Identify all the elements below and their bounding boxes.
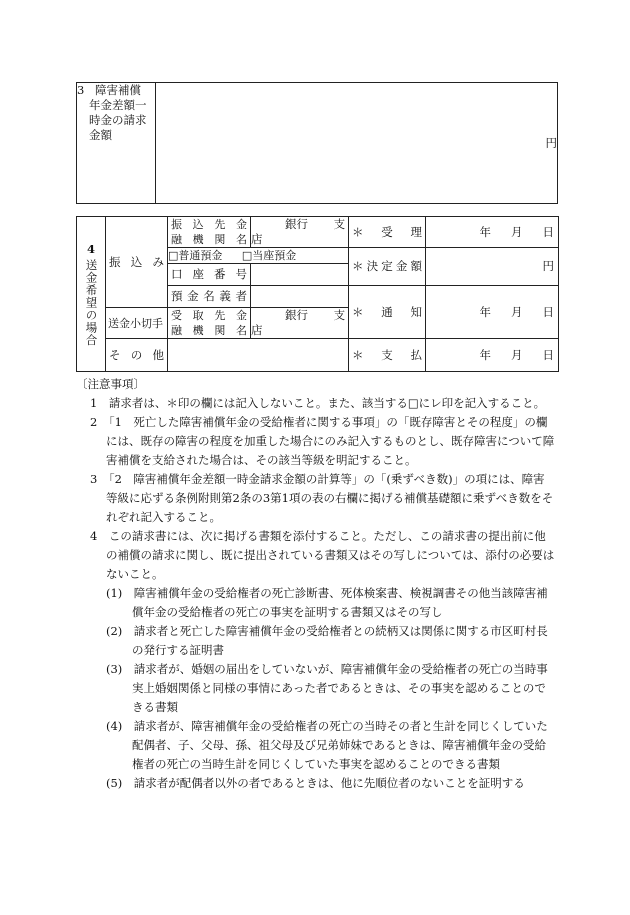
juri-date-field[interactable]: 年 月 日 — [426, 217, 559, 248]
note-subitem-3: (3) 請求者が、婚姻の届出をしていないが、障害補償年金の受給権者の死亡の当時事実上婚姻関係と同様の事情にあった者であるときは、その事実を認めることのできる書類 — [106, 662, 548, 714]
account-name-field[interactable] — [251, 286, 349, 308]
furikomi-saki-label: 振 込 先 金 融 機 関 名 — [168, 217, 251, 248]
kettei-label: ＊ 決 定 金 額 — [349, 248, 426, 286]
note-item-1: 1 請求者は、＊印の欄には記入しないこと。また、該当する□にレ印を記入すること。 — [90, 396, 546, 410]
section3-label-line1: 障害補償 — [95, 83, 141, 97]
note-subitem-2: (2) 請求者と死亡した障害補償年金の受給権者との続柄又は関係に関する市区町村長の発行する証明書 — [106, 624, 548, 657]
uketori-label: 受 取 先 金 融 機 関 名 — [168, 308, 251, 339]
furikomi-bank-field[interactable] — [251, 217, 349, 248]
furikomi-label: 振 込 み — [106, 217, 168, 308]
note-item-3: 3 「2 障害補償年金差額一時金請求金額の計算等」の「(乗ずべき数)」の項には、障害等級に応ずる条例附則第2条の3第1項の表の右欄に掲げる補償基礎額に乗ずべき数をそれぞれ記入すること。 — [90, 472, 554, 524]
tsuchi-date-field[interactable]: 年 月 日 — [426, 286, 559, 339]
uketori-bank-text: 銀行 — [285, 308, 308, 322]
section3-amount-field[interactable] — [156, 83, 558, 204]
section3-label-cell — [77, 83, 156, 204]
branch-text: 支店 — [251, 217, 346, 246]
notes-heading: 〔注意事項〕 — [76, 377, 145, 391]
section4-title-cell — [77, 217, 106, 372]
note-item-2: 2 「1 死亡した障害補償年金の受給権者に関する事項」の「既存障害とその程度」の欄には、既存の障害の程度を加重した場合にのみ記入するものとし、既存障害について障害補償を支給された場合は、その該当等級を明記すること。 — [90, 415, 555, 467]
uketori-bank-field[interactable] — [251, 308, 349, 339]
section3-number: 3 — [77, 83, 85, 97]
shiharai-date-field[interactable]: 年 月 日 — [426, 339, 559, 372]
sonota-label: そ の 他 — [106, 339, 168, 372]
section4-table — [76, 216, 559, 372]
note-subitem-1: (1) 障害補償年金の受給権者の死亡診断書、死体検案書、検視調書その他当該障害補償年金の受給権者の死亡の事実を証明する書類又はその写し — [106, 586, 548, 619]
uketori-branch-text: 支店 — [251, 308, 346, 337]
section4-number: 4 — [86, 241, 95, 256]
note-item-4: 4 この請求書には、次に掲げる書類を添付すること。ただし、この請求書の提出前に他の補償の請求に関し、既に提出されている書類又はその写しについては、添付の必要はないこと。 — [90, 529, 555, 581]
futsu-checkbox[interactable]: □普通預金 — [168, 249, 223, 262]
account-name-label: 預 金 名 義 者 — [168, 286, 251, 308]
account-no-field[interactable] — [251, 264, 349, 286]
account-type-field[interactable] — [168, 248, 349, 264]
section4-title: 送金希望の場合 — [84, 258, 99, 347]
juri-label: ＊ 受 理 — [349, 217, 426, 248]
account-no-label: 口 座 番 号 — [168, 264, 251, 286]
kogitte-label: 送金小切手 — [106, 308, 168, 339]
section3-label-line3: 時金の請求 — [89, 113, 147, 127]
tsuchi-label: ＊ 通 知 — [349, 286, 426, 339]
sonota-field[interactable] — [168, 339, 349, 372]
toza-checkbox[interactable]: □当座預金 — [241, 249, 297, 262]
section3-label-line4: 金額 — [89, 128, 112, 142]
section3-table — [76, 82, 558, 204]
section3-label-line2: 年金差額一 — [89, 98, 147, 112]
section3-yen-unit: 円 — [545, 135, 557, 150]
bank-text: 銀行 — [285, 217, 308, 231]
note-subitem-5: (5) 請求者が配偶者以外の者であるときは、他に先順位者のないことを証明する — [106, 776, 525, 790]
notes-section — [76, 375, 556, 793]
shiharai-label: ＊ 支 払 — [349, 339, 426, 372]
kettei-amount-field[interactable]: 円 — [426, 248, 559, 286]
note-subitem-4: (4) 請求者が、障害補償年金の受給権者の死亡の当時その者と生計を同じくしていた配偶者、子、父母、孫、祖父母及び兄弟姉妹であるときは、障害補償年金の受給権者の死亡の当時生計を同じくしていた事実を認めることのできる書類 — [106, 719, 548, 771]
